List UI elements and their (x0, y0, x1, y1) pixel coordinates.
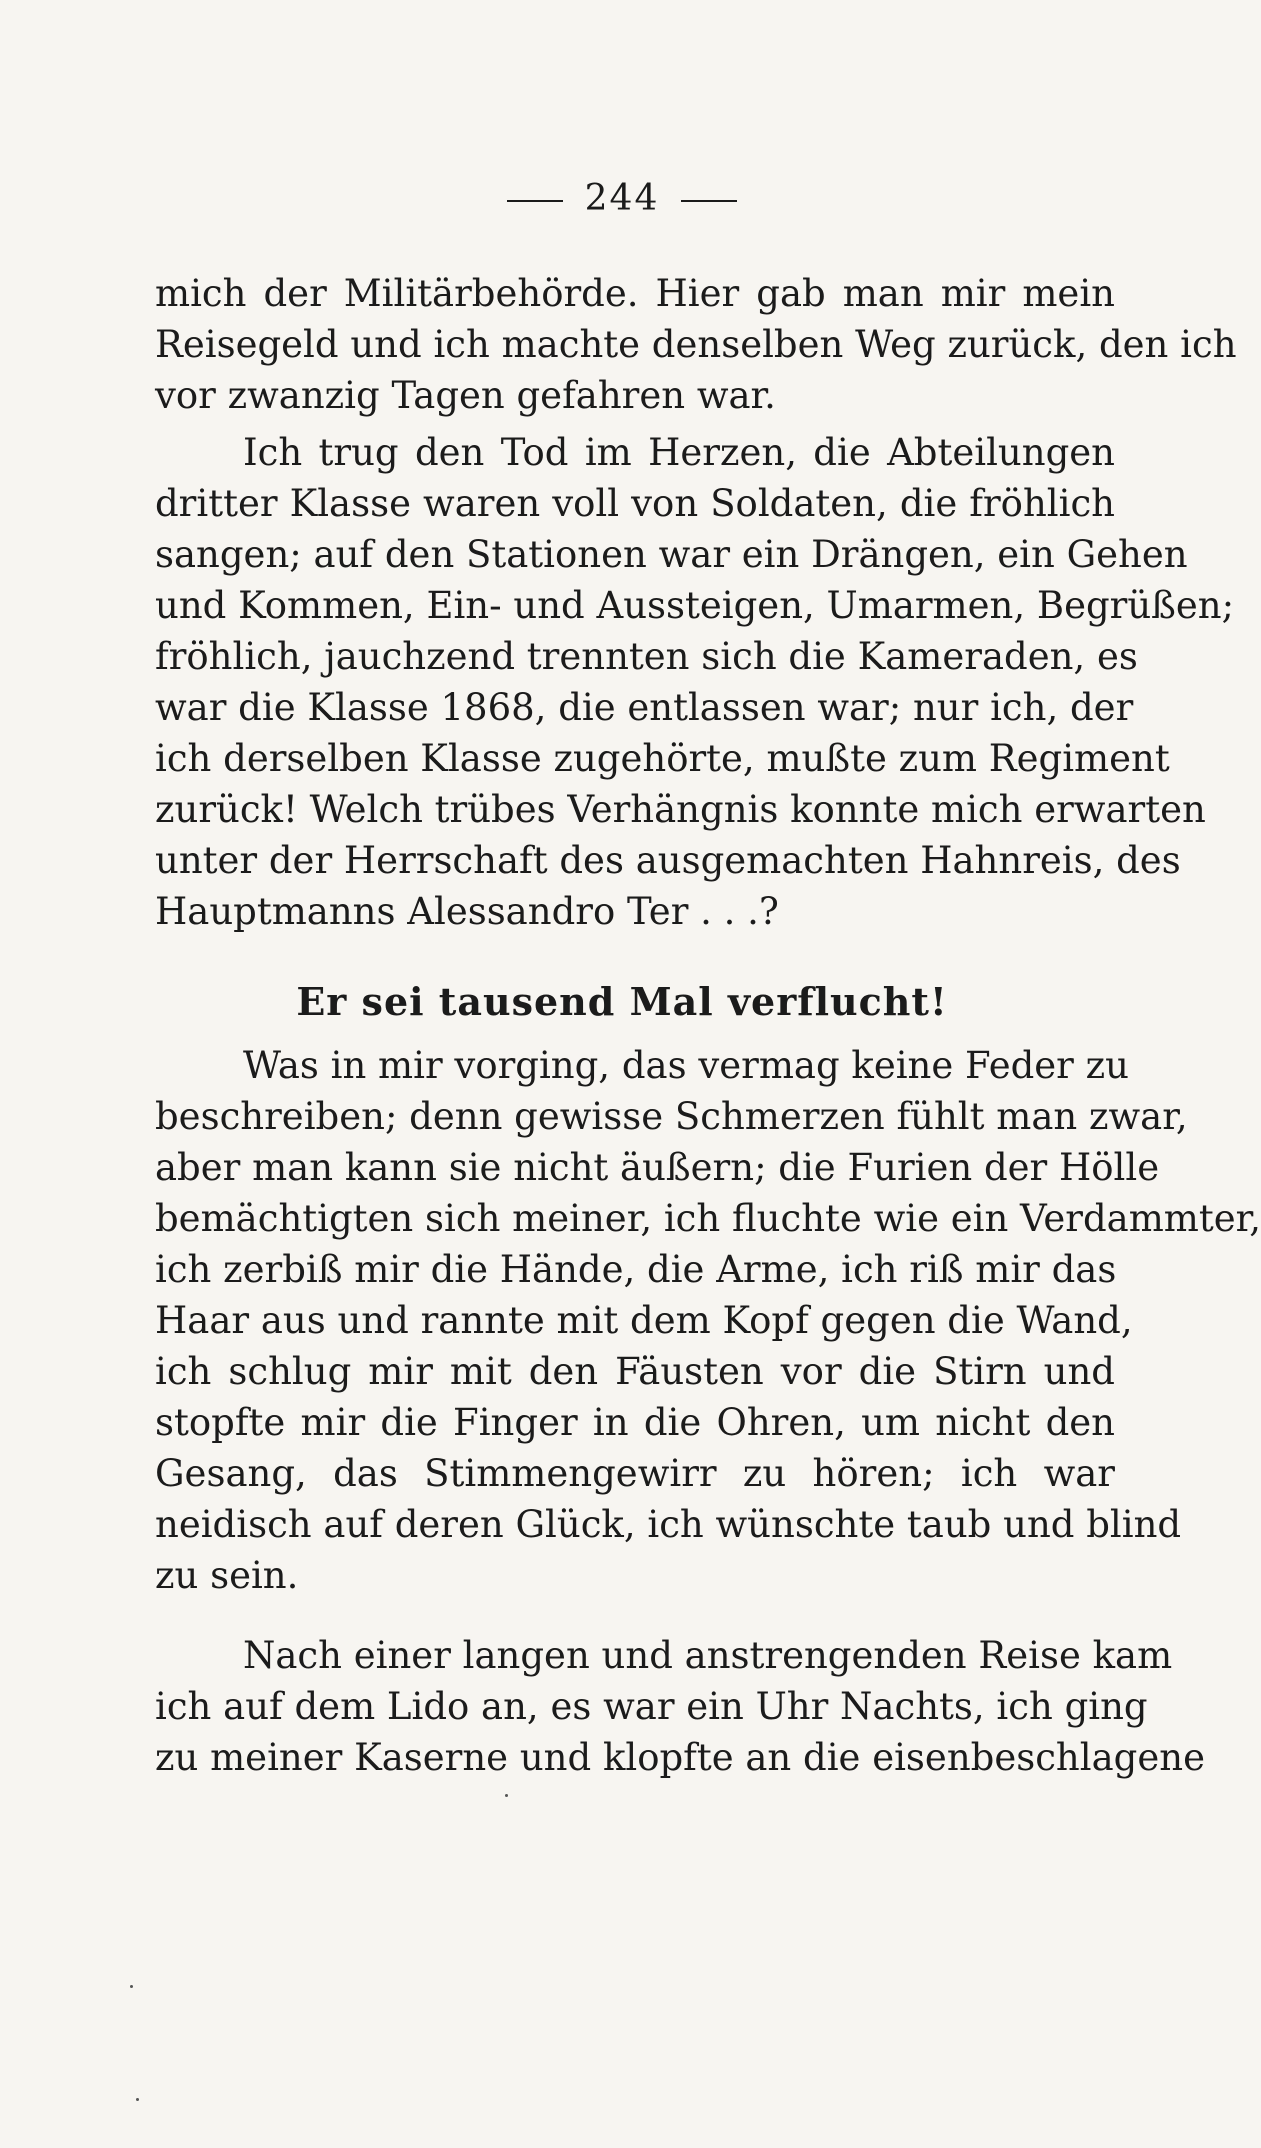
text-line: stopfte mir die Finger in die Ohren, um nicht den (155, 1401, 1115, 1444)
page-number: 244 (584, 178, 660, 219)
text-line: zu meiner Kaserne und klopfte an die eisenbeschlagene (155, 1736, 1205, 1779)
paragraph-3 (155, 1040, 1261, 1601)
text-line: zu sein. (155, 1554, 299, 1597)
text-line: unter der Herrschaft des ausgemachten Hahnreis, des (155, 839, 1181, 882)
paragraph-1 (155, 268, 1237, 421)
left-dash (507, 200, 563, 202)
text-line: ich derselben Klasse zugehörte, mußte zum Regiment (155, 737, 1170, 780)
paper-speck (136, 2098, 139, 2101)
text-line: aber man kann sie nicht äußern; die Furien der Hölle (155, 1146, 1160, 1189)
right-dash (681, 200, 737, 202)
text-line: vor zwanzig Tagen gefahren war. (155, 374, 776, 417)
text-line: zurück! Welch trübes Verhängnis konnte mich erwarten (155, 788, 1206, 831)
text-line: mich der Militärbehörde. Hier gab man mir mein (155, 272, 1115, 315)
text-line: sangen; auf den Stationen war ein Drängen, ein Gehen (155, 533, 1188, 576)
page-number-line (0, 178, 1244, 219)
text-line: dritter Klasse waren voll von Soldaten, die fröhlich (155, 482, 1115, 525)
text-line: beschreiben; denn gewisse Schmerzen fühlt man zwar, (155, 1095, 1188, 1138)
text-line: bemächtigten sich meiner, ich fluchte wie ein Verdammter, (155, 1197, 1261, 1240)
paper-speck (130, 1985, 133, 1988)
text-line: Reisegeld und ich machte denselben Weg zurück, den ich (155, 323, 1237, 366)
text-line: ich zerbiß mir die Hände, die Arme, ich riß mir das (155, 1248, 1117, 1291)
text-line: fröhlich, jauchzend trennten sich die Kameraden, es (155, 635, 1138, 678)
paper-speck (505, 1794, 508, 1797)
text-line: Haar aus und rannte mit dem Kopf gegen die Wand, (155, 1299, 1133, 1342)
text-line: Hauptmanns Alessandro Ter . . .? (155, 890, 779, 933)
text-line: Gesang, das Stimmengewirr zu hören; ich war (155, 1452, 1115, 1495)
section-heading: Er sei tausend Mal verflucht! (296, 979, 948, 1024)
paragraph-4 (155, 1630, 1205, 1783)
text-line: Nach einer langen und anstrengenden Reise kam (243, 1634, 1173, 1677)
text-line: und Kommen, Ein- und Aussteigen, Umarmen, Begrüßen; (155, 584, 1235, 627)
text-line: ich auf dem Lido an, es war ein Uhr Nachts, ich ging (155, 1685, 1148, 1728)
text-line: Ich trug den Tod im Herzen, die Abteilungen (243, 431, 1115, 474)
text-line: war die Klasse 1868, die entlassen war; nur ich, der (155, 686, 1134, 729)
text-line: Was in mir vorging, das vermag keine Feder zu (243, 1044, 1129, 1087)
text-line: ich schlug mir mit den Fäusten vor die Stirn und (155, 1350, 1115, 1393)
paragraph-2 (155, 427, 1235, 937)
text-line: neidisch auf deren Glück, ich wünschte taub und blind (155, 1503, 1182, 1546)
